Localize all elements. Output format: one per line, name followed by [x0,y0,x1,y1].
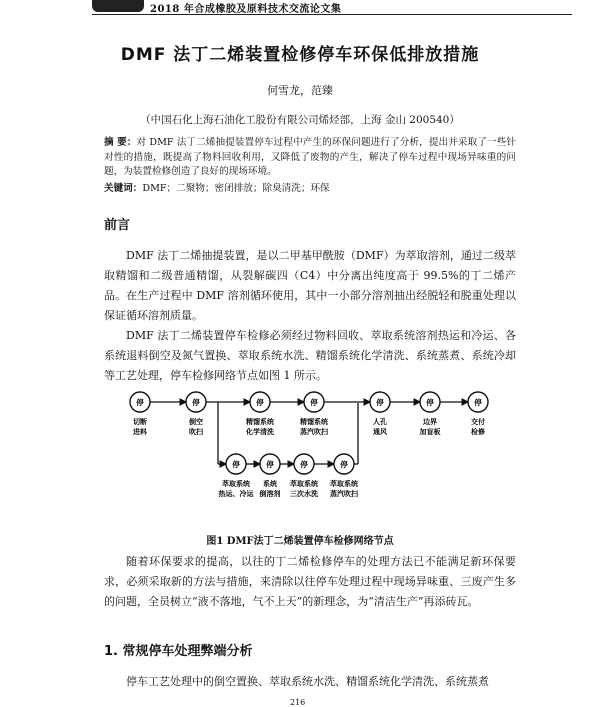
intro-heading: 前言 [104,218,131,233]
keywords-text: DMF；二聚物；密闭排放；除臭清洗；环保 [142,183,330,194]
node-label: 进料 [133,428,147,436]
node-label: 系统 [263,480,277,488]
node-glyph: 停 [300,460,308,469]
keywords-label: 关键词： [104,183,143,194]
keywords [104,182,516,196]
node-glyph: 停 [376,398,384,407]
node-label: 三次水洗 [290,490,318,498]
node-label: 吹扫 [189,428,203,436]
node-label: 萃取系统 [222,480,250,488]
network-diagram-svg [118,384,498,524]
abstract [104,136,516,180]
paper-authors: 何雪龙，范臻 [267,84,333,97]
node-glyph: 停 [426,398,434,407]
node-label: 化学清洗 [246,428,274,436]
node-label: 加盲板 [419,428,441,436]
abstract-label: 摘 要： [104,137,137,148]
node-label: 蒸汽吹扫 [330,490,358,498]
node-label: 精馏系统 [246,418,274,426]
node-label: 人孔 [373,418,387,426]
header-rule [92,14,572,15]
figure-1-network-diagram [118,384,498,524]
node-label: 萃取系统 [330,480,358,488]
node-label: 边界 [423,418,437,426]
node-label: 切断 [133,418,147,426]
page-number: 216 [290,698,306,707]
proceedings-logo [92,0,144,12]
node-glyph: 停 [232,460,240,469]
node-glyph: 停 [136,398,144,407]
node-label: 检修 [471,428,485,436]
node-glyph: 停 [340,460,348,469]
node-label: 精馏系统 [300,418,328,426]
section-1-paragraph: 停车工艺处理中的倒空置换、萃取系统水洗、精馏系统化学清洗、系统蒸煮 [126,675,489,688]
node-label: 倒溶剂 [259,490,281,498]
node-label: 萃取系统 [290,480,318,488]
node-glyph: 停 [256,398,264,407]
figure-1-caption: 图1 DMF法丁二烯装置停车检修网络节点 [206,536,394,547]
node-glyph: 停 [192,398,200,407]
proceedings-title: 2018 年合成橡胶及原料技术交流论文集 [150,4,342,15]
node-label: 通风 [373,428,387,436]
paper-title: DMF 法丁二烯装置检修停车环保低排放措施 [120,45,480,65]
node-label: 蒸汽吹扫 [300,428,328,436]
intro-paragraph-2: DMF 法丁二烯装置停车检修必须经过物料回收、萃取系统溶剂热运和冷运、各系统退料倒空及氮气置换、萃取系统水洗、精馏系统化学清洗、系统蒸煮、系统冷却等工艺处理，停车检修网络节点如图 1 所示。 [104,329,516,382]
node-glyph: 停 [266,460,274,469]
section-1-heading: 1. 常规停车处理弊端分析 [104,644,253,659]
node-label: 热运、冷运 [218,490,254,498]
abstract-text: 对 DMF 法丁二烯抽提装置停车过程中产生的环保问题进行了分析，提出并采取了一些针对性的措施，既提高了物料回收利用，又降低了废物的产生，解决了停车过程中现场异味重的问题，为装置检修创造了良好的现场环境。 [104,137,516,177]
node-label: 倒空 [189,418,203,426]
after-figure-paragraph: 随着环保要求的提高，以往的丁二烯检修停车的处理方法已不能满足新环保要求，必须采取新的方法与措施，来清除以往停车处理过程中现场异味重、三废产生多的问题，全员树立“液不落地，气不上天”的新理念，为“清洁生产”再添砖瓦。 [104,555,516,608]
node-glyph: 停 [474,398,482,407]
paper-affiliation: （中国石化上海石油化工股份有限公司烯烃部，上海 金山 200540） [140,114,460,126]
running-header [0,0,600,16]
node-glyph: 停 [310,398,318,407]
node-label: 交付 [471,418,485,426]
intro-paragraph-1: DMF 法丁二烯抽提装置，是以二甲基甲酰胺（DMF）为萃取溶剂，通过二级萃取精馏和二级普通精馏，从裂解碳四（C4）中分离出纯度高于 99.5%的丁二烯产品。在生产过程中 DMF 溶剂循环使用，其中一小部分溶剂抽出经脱轻和脱重处理以保证循环溶剂质量。 [104,249,516,322]
